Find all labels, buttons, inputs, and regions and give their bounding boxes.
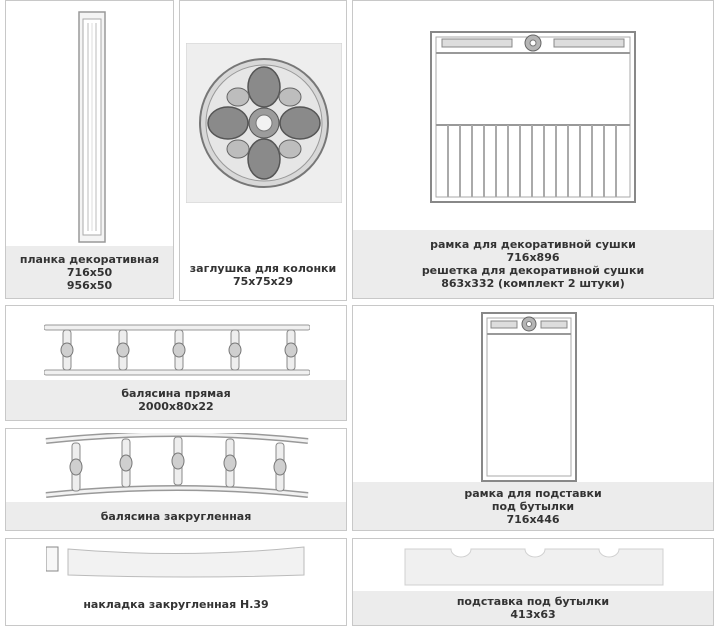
- baluster-round-image[interactable]: [44, 433, 310, 505]
- stand-frame-caption: [353, 482, 713, 530]
- plug-size-1: 75x75x29: [232, 275, 294, 288]
- stand-frame-line-2: под бутылки: [491, 499, 575, 513]
- plank-size-1: 716x50: [66, 265, 113, 279]
- plug-caption: [180, 250, 346, 300]
- overlay-image[interactable]: [46, 545, 308, 581]
- overlay-caption: [6, 583, 346, 625]
- plank-name: планка декоративная: [19, 252, 160, 266]
- bottle-stand-caption: [353, 591, 713, 625]
- product-card-plank[interactable]: [5, 0, 174, 299]
- product-card-stand-frame[interactable]: [352, 305, 714, 531]
- baluster-round-caption: [6, 502, 346, 530]
- plug-image[interactable]: [186, 43, 342, 203]
- product-card-frame[interactable]: [352, 0, 714, 299]
- plank-caption: [6, 246, 173, 298]
- frame-line-1: рамка для декоративной сушки: [430, 238, 636, 251]
- bottle-stand-image[interactable]: [403, 545, 665, 589]
- product-card-baluster-straight[interactable]: [5, 305, 347, 421]
- bottle-stand-size: 413x63: [510, 608, 556, 621]
- frame-image[interactable]: [430, 31, 636, 203]
- stand-frame-image[interactable]: [481, 312, 577, 482]
- product-card-bottle-stand[interactable]: [352, 538, 714, 626]
- baluster-straight-name: балясина прямая: [121, 387, 231, 400]
- stand-frame-line-1: рамка для подставки: [464, 486, 602, 500]
- plug-name: заглушка для колонки: [189, 262, 337, 275]
- product-card-plug[interactable]: [179, 0, 347, 301]
- frame-line-4: 863x332 (комплект 2 штуки): [441, 277, 625, 290]
- baluster-round-name: балясина закругленная: [100, 509, 252, 523]
- plank-image[interactable]: [78, 11, 106, 243]
- plank-size-2: 956x50: [66, 278, 113, 292]
- product-card-overlay[interactable]: [5, 538, 347, 626]
- frame-line-3: решетка для декоративной сушки: [421, 264, 645, 277]
- baluster-straight-caption: [6, 380, 346, 420]
- overlay-name: накладка закругленная Н.39: [83, 597, 269, 611]
- product-card-baluster-round[interactable]: [5, 428, 347, 531]
- baluster-straight-image[interactable]: [44, 322, 310, 380]
- baluster-straight-size: 2000x80x22: [138, 400, 214, 413]
- frame-line-2: 716x896: [506, 251, 560, 264]
- bottle-stand-name: подставка под бутылки: [456, 595, 610, 608]
- frame-caption: [353, 230, 713, 298]
- stand-frame-line-3: 716x446: [506, 512, 560, 526]
